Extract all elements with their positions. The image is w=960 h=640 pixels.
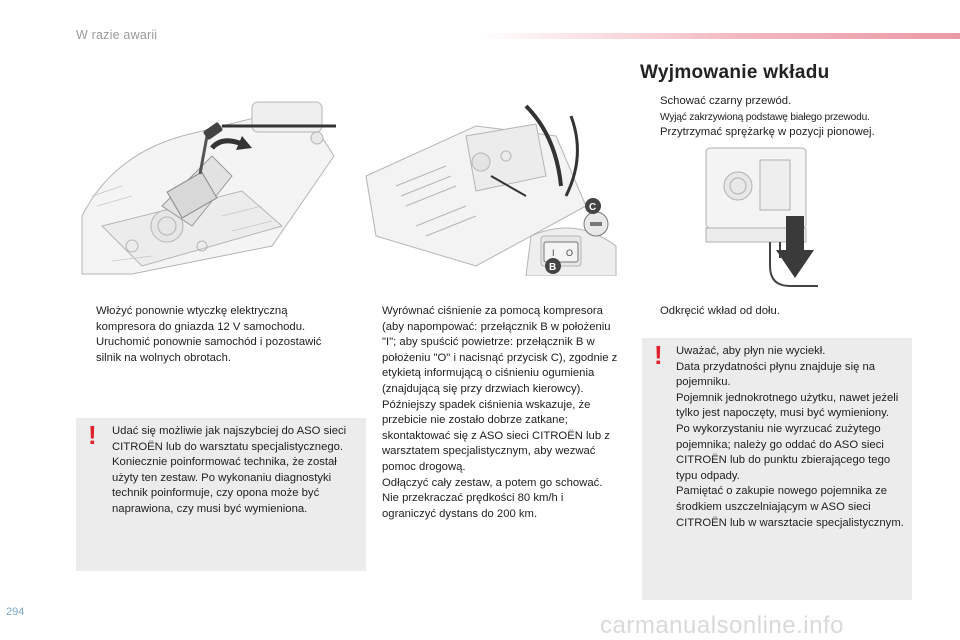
- list-item: Wyrównać ciśnienie za pomocą kompresora (aby napompować: przełącznik B w położeniu "I"; aby spuścić powietrze: przełącznik B w położeniu "O" i nacisnąć przycisk C), zgodnie z etykietą informującą o ciśnieniu ogumienia (znajdującą się przy drzwiach kierowcy). Późniejszy spadek ciśnienia wskazuje, że przebicie nie zostało dobrze zatkane; skontaktować się z ASO sieci CITROËN lub z warsztatem specjalistycznym, aby wezwać pomoc drogową.: [382, 305, 618, 473]
- list-item: Przytrzymać sprężarkę w pozycji pionowej.: [660, 126, 875, 139]
- col2-steps: [362, 304, 618, 522]
- cartridge-removal-illustration: [700, 146, 830, 292]
- list-item: Odkręcić wkład od dołu.: [660, 305, 780, 317]
- list-item: Schować czarny przewód.: [660, 95, 792, 107]
- callout-c-label: C: [589, 202, 597, 213]
- switch-b-callout: [544, 242, 578, 262]
- warning-text: Udać się możliwie jak najszybciej do ASO sieci CITROËN lub do warsztatu specjalistycznego. Koniecznie poinformować technika, że został użyty ten zestaw. Po wykonaniu diagnostyki technik poinformuje, czy opona może być naprawiona, czy musi być wymieniona.: [112, 425, 347, 515]
- warning-box-right: [642, 338, 912, 600]
- compressor-plug-drawing: [72, 96, 336, 276]
- removal-steps: [640, 94, 920, 141]
- col1-steps: [76, 304, 338, 366]
- callout-b-label: B: [549, 262, 557, 273]
- page-number: 294: [6, 606, 25, 618]
- switch-position-o: O: [566, 248, 574, 258]
- list-item: Nie przekraczać prędkości 80 km/h i ograniczyć dystans do 200 km.: [382, 492, 564, 520]
- header-title: W razie awarii: [76, 28, 158, 42]
- compressor-plug-illustration: [72, 96, 336, 276]
- compressor-controls-illustration: [356, 96, 620, 276]
- list-item: Włożyć ponownie wtyczkę elektryczną kompresora do gniazda 12 V samochodu.: [96, 305, 306, 333]
- col3-steps: [640, 304, 910, 320]
- warning-box-left: [76, 418, 366, 571]
- compressor-controls-drawing: [356, 96, 620, 276]
- warning-icon: !: [654, 340, 663, 370]
- warning-icon: !: [88, 420, 97, 450]
- header-accent-bar: [480, 33, 960, 39]
- cartridge-removal-drawing: [700, 146, 830, 292]
- warning-text: Uważać, aby płyn nie wyciekł. Data przydatności płynu znajduje się na pojemniku. Pojemnik jednokrotnego użytku, nawet jeżeli tylko jest napoczęty, musi być wymieniony. Po wykorzystaniu nie wyrzucać zużytego pojemnika; należy go oddać do ASO sieci CITROËN lub do punktu zbierającego tego typu odpady. Pamiętać o zakupie nowego pojemnika ze środkiem uszczelniającym w ASO sieci CITROËN lub w warsztacie specjalistycznym.: [676, 345, 904, 529]
- watermark: carmanualsonline.info: [600, 612, 844, 639]
- list-item: Wyjąć zakrzywioną podstawę białego przewodu.: [660, 111, 870, 123]
- switch-position-i: I: [552, 248, 555, 258]
- list-item: Uruchomić ponownie samochód i pozostawić silnik na wolnych obrotach.: [96, 336, 322, 364]
- section-heading: Wyjmowanie wkładu: [640, 62, 830, 83]
- callout-b-badge: [545, 258, 561, 274]
- callout-c-badge: [585, 198, 601, 214]
- list-item: Odłączyć cały zestaw, a potem go schować.: [382, 476, 603, 489]
